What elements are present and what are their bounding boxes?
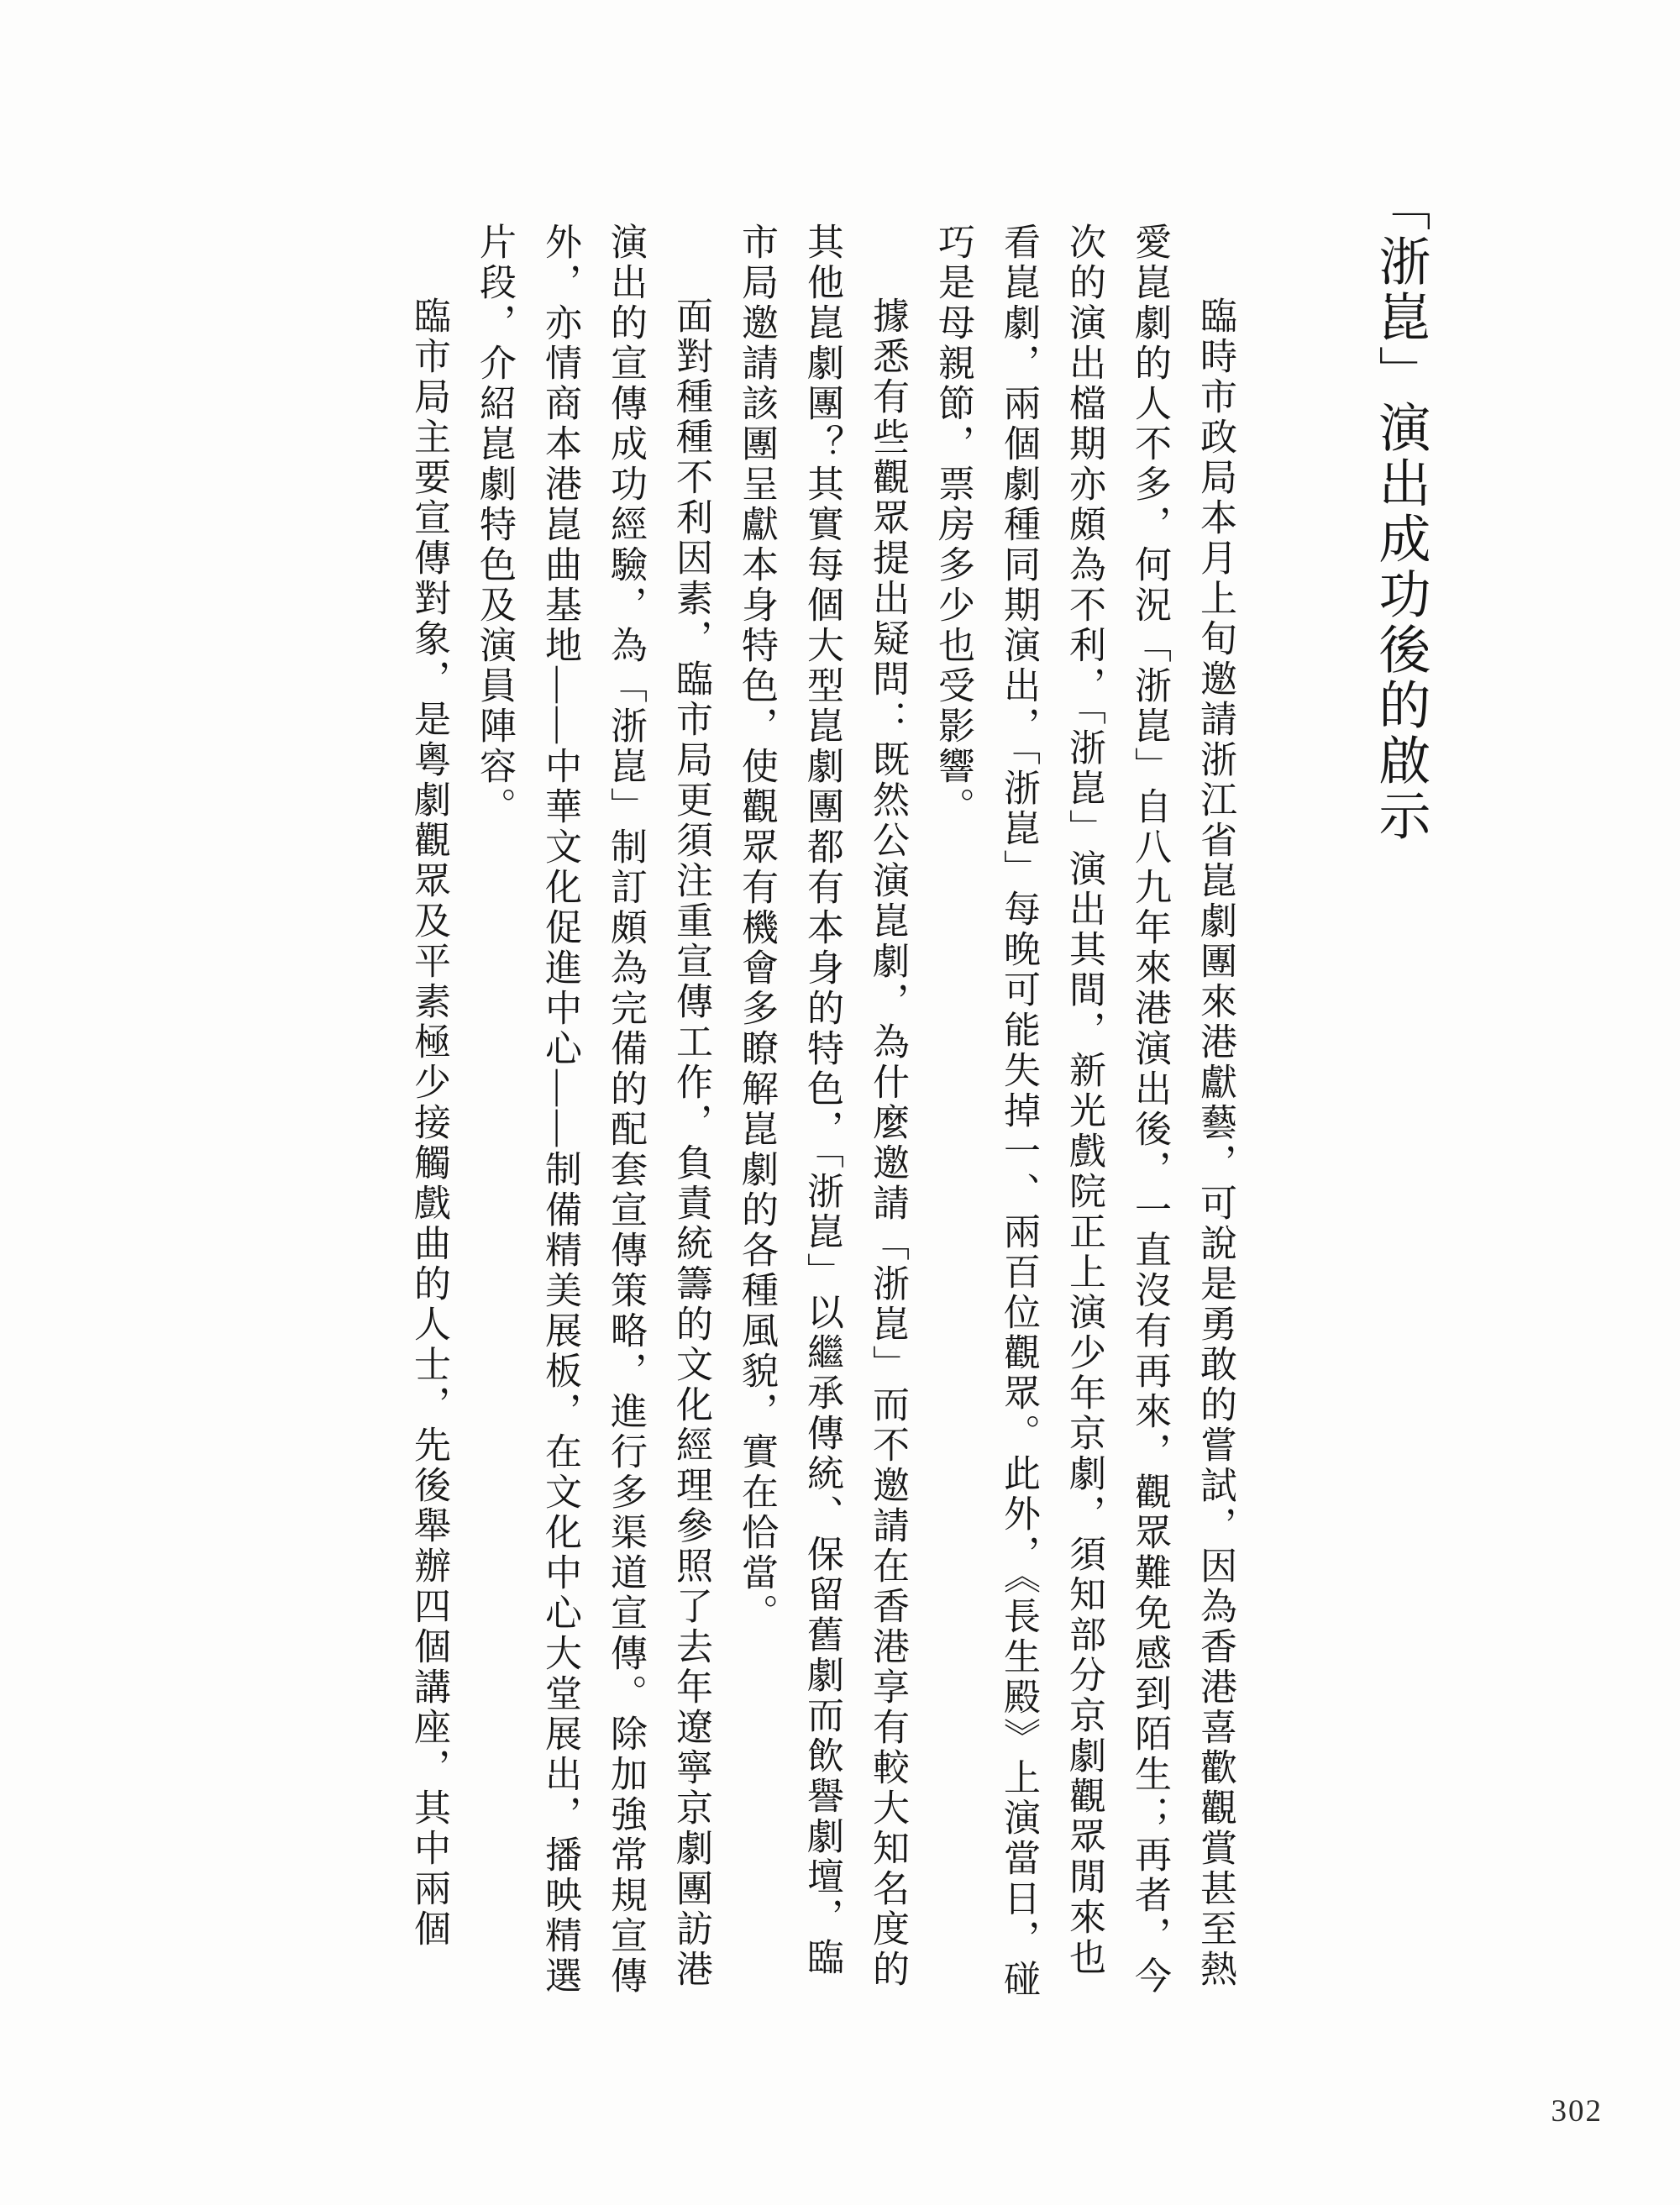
page-number: 302 [1551, 2094, 1603, 2129]
article-title: 「浙崑」演出成功後的啟示 [1371, 179, 1428, 844]
article-paragraph: 臨市局主要宣傳對象，是粵劇觀眾及平素極少接觸戲曲的人士，先後舉辦四個講座，其中兩個 [408, 297, 449, 1950]
article-paragraph: 面對種種不利因素，臨市局更須注重宣傳工作，負責統籌的文化經理參照了去年遼寧京劇團訪港演出的宣傳成功經驗，為「浙崑」制訂頗為完備的配套宣傳策略，進行多渠道宣傳。除加強常規宣傳外，亦情商本港崑曲基地——中華文化促進中心——制備精美展板，在文化中心大堂展出，播映精選片段，介紹崑劇特色及演員陣容。 [474, 223, 711, 1997]
article-paragraph: 臨時市政局本月上旬邀請浙江省崑劇團來港獻藝，可說是勇敢的嘗試，因為香港喜歡觀賞甚至熱愛崑劇的人不多，何況「浙崑」自八九年來港演出後，一直沒有再來，觀眾難免感到陌生；再者，今次的演出檔期亦頗為不利，「浙崑」演出其間，新光戲院正上演少年京劇，須知部分京劇觀眾閒來也看崑劇，兩個劇種同期演出，「浙崑」每晚可能失掉一、兩百位觀眾。此外，《長生殿》上演當日，碰巧是母親節，票房多少也受影響。 [932, 223, 1236, 2000]
article-body [396, 179, 1438, 2010]
article-paragraph: 據悉有些觀眾提出疑問：既然公演崑劇，為什麼邀請「浙崑」而不邀請在香港享有較大知名度的其他崑劇團？其實每個大型崑劇團都有本身的特色，「浙崑」以繼承傳統、保留舊劇而飲譽劇壇，臨市局邀請該團呈獻本身特色，使觀眾有機會多瞭解崑劇的各種風貌，實在恰當。 [736, 223, 908, 1990]
